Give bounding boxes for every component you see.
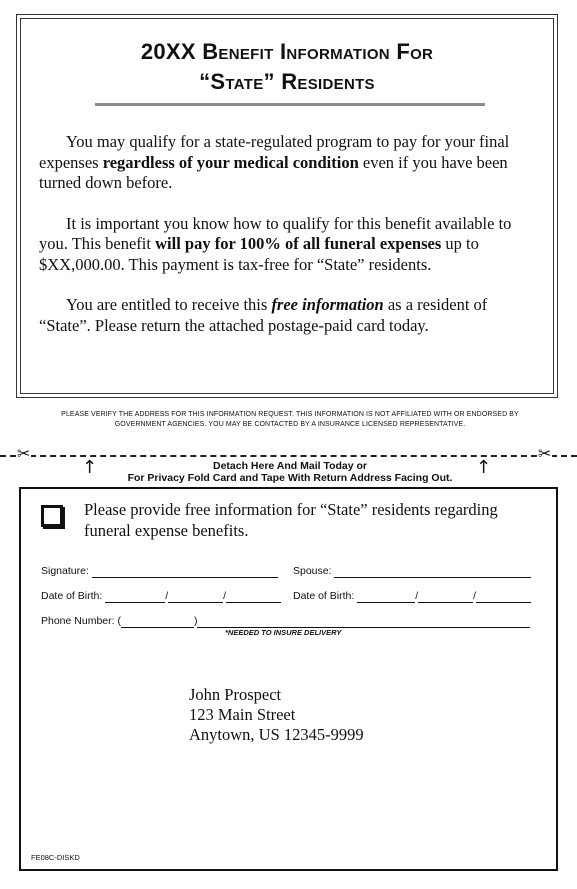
notice-title-line-1: 20XX Benefit Information For [140,39,434,64]
delivery-note: *NEEDED TO INSURE DELIVERY [225,628,342,637]
signature-label: Signature: [41,565,89,577]
form-code: FE08C-DISKD [31,853,80,862]
dob-separator: / [415,590,419,602]
notice-title [21,37,553,97]
dob-separator: / [223,590,227,602]
dob-separator: / [473,590,477,602]
notice-paragraph-1: You may qualify for a state-regulated program to pay for your final expenses regardless of your medical condition even if you have been turned down before. [39,132,510,192]
title-divider [95,103,485,106]
dob-label: Date of Birth: [41,590,103,602]
spouse-dob-day-line[interactable] [418,591,473,603]
signature-line[interactable] [92,566,278,578]
scissors-icon-right: ✂ [538,444,552,463]
mailing-address [189,685,364,745]
spouse-dob-month-line[interactable] [357,591,415,603]
notice-paragraph-2: It is important you know how to qualify for this benefit available to you. This benefit will pay for 100% of all funeral expenses up to $XX,000.00. This payment is tax-free for “State” residents. [39,213,512,274]
arrow-up-icon-right: ↑ [476,457,492,478]
dob-field[interactable] [41,589,281,603]
notice-title-line-2: “State” Residents [199,69,375,94]
address-city: Anytown, US 12345-9999 [189,725,364,744]
spouse-dob-field[interactable] [293,589,531,603]
phone-field[interactable] [41,614,530,628]
detach-instructions [100,460,480,484]
phone-number-line[interactable] [197,616,530,628]
address-name: John Prospect [189,685,282,704]
benefit-notice [16,14,558,398]
detach-line-1: Detach Here And Mail Today or [212,460,368,472]
dob-separator: / [165,590,169,602]
notice-body [39,132,541,356]
request-checkbox[interactable] [41,505,63,527]
arrow-up-icon-left: ↑ [82,457,98,478]
disclaimer-text: PLEASE VERIFY THE ADDRESS FOR THIS INFORMATION REQUEST. THIS INFORMATION IS NOT AFFILIATED WITH OR ENDORSED BY GOVERNMENT AGENCIES. YOU MAY BE CONTACTED BY A INSURANCE LICENSED REPRESENTATIVE. [61,411,519,428]
spouse-dob-year-line[interactable] [476,591,531,603]
reply-card [19,487,558,871]
signature-field[interactable] [41,564,278,578]
detach-line-2: For Privacy Fold Card and Tape With Return Address Facing Out. [127,472,453,484]
notice-inner-border [20,18,554,394]
phone-area-code-line[interactable] [121,616,194,628]
request-text: Please provide free information for “State” residents regarding funeral expense benefits. [84,500,498,540]
phone-label: Phone Number: ( [41,615,121,627]
spouse-field[interactable] [293,564,531,578]
dob-day-line[interactable] [168,591,223,603]
address-street: 123 Main Street [189,705,296,724]
notice-paragraph-3: You are entitled to receive this free information as a resident of “State”. Please return the attached postage-paid card today. [39,295,488,335]
spouse-line[interactable] [334,566,531,578]
phone-close-paren: ) [193,615,198,627]
dob-month-line[interactable] [105,591,165,603]
dob-year-line[interactable] [226,591,281,603]
spouse-dob-label: Date of Birth: [293,590,355,602]
scissors-icon-left: ✂ [17,444,31,463]
spouse-label: Spouse: [293,565,332,577]
